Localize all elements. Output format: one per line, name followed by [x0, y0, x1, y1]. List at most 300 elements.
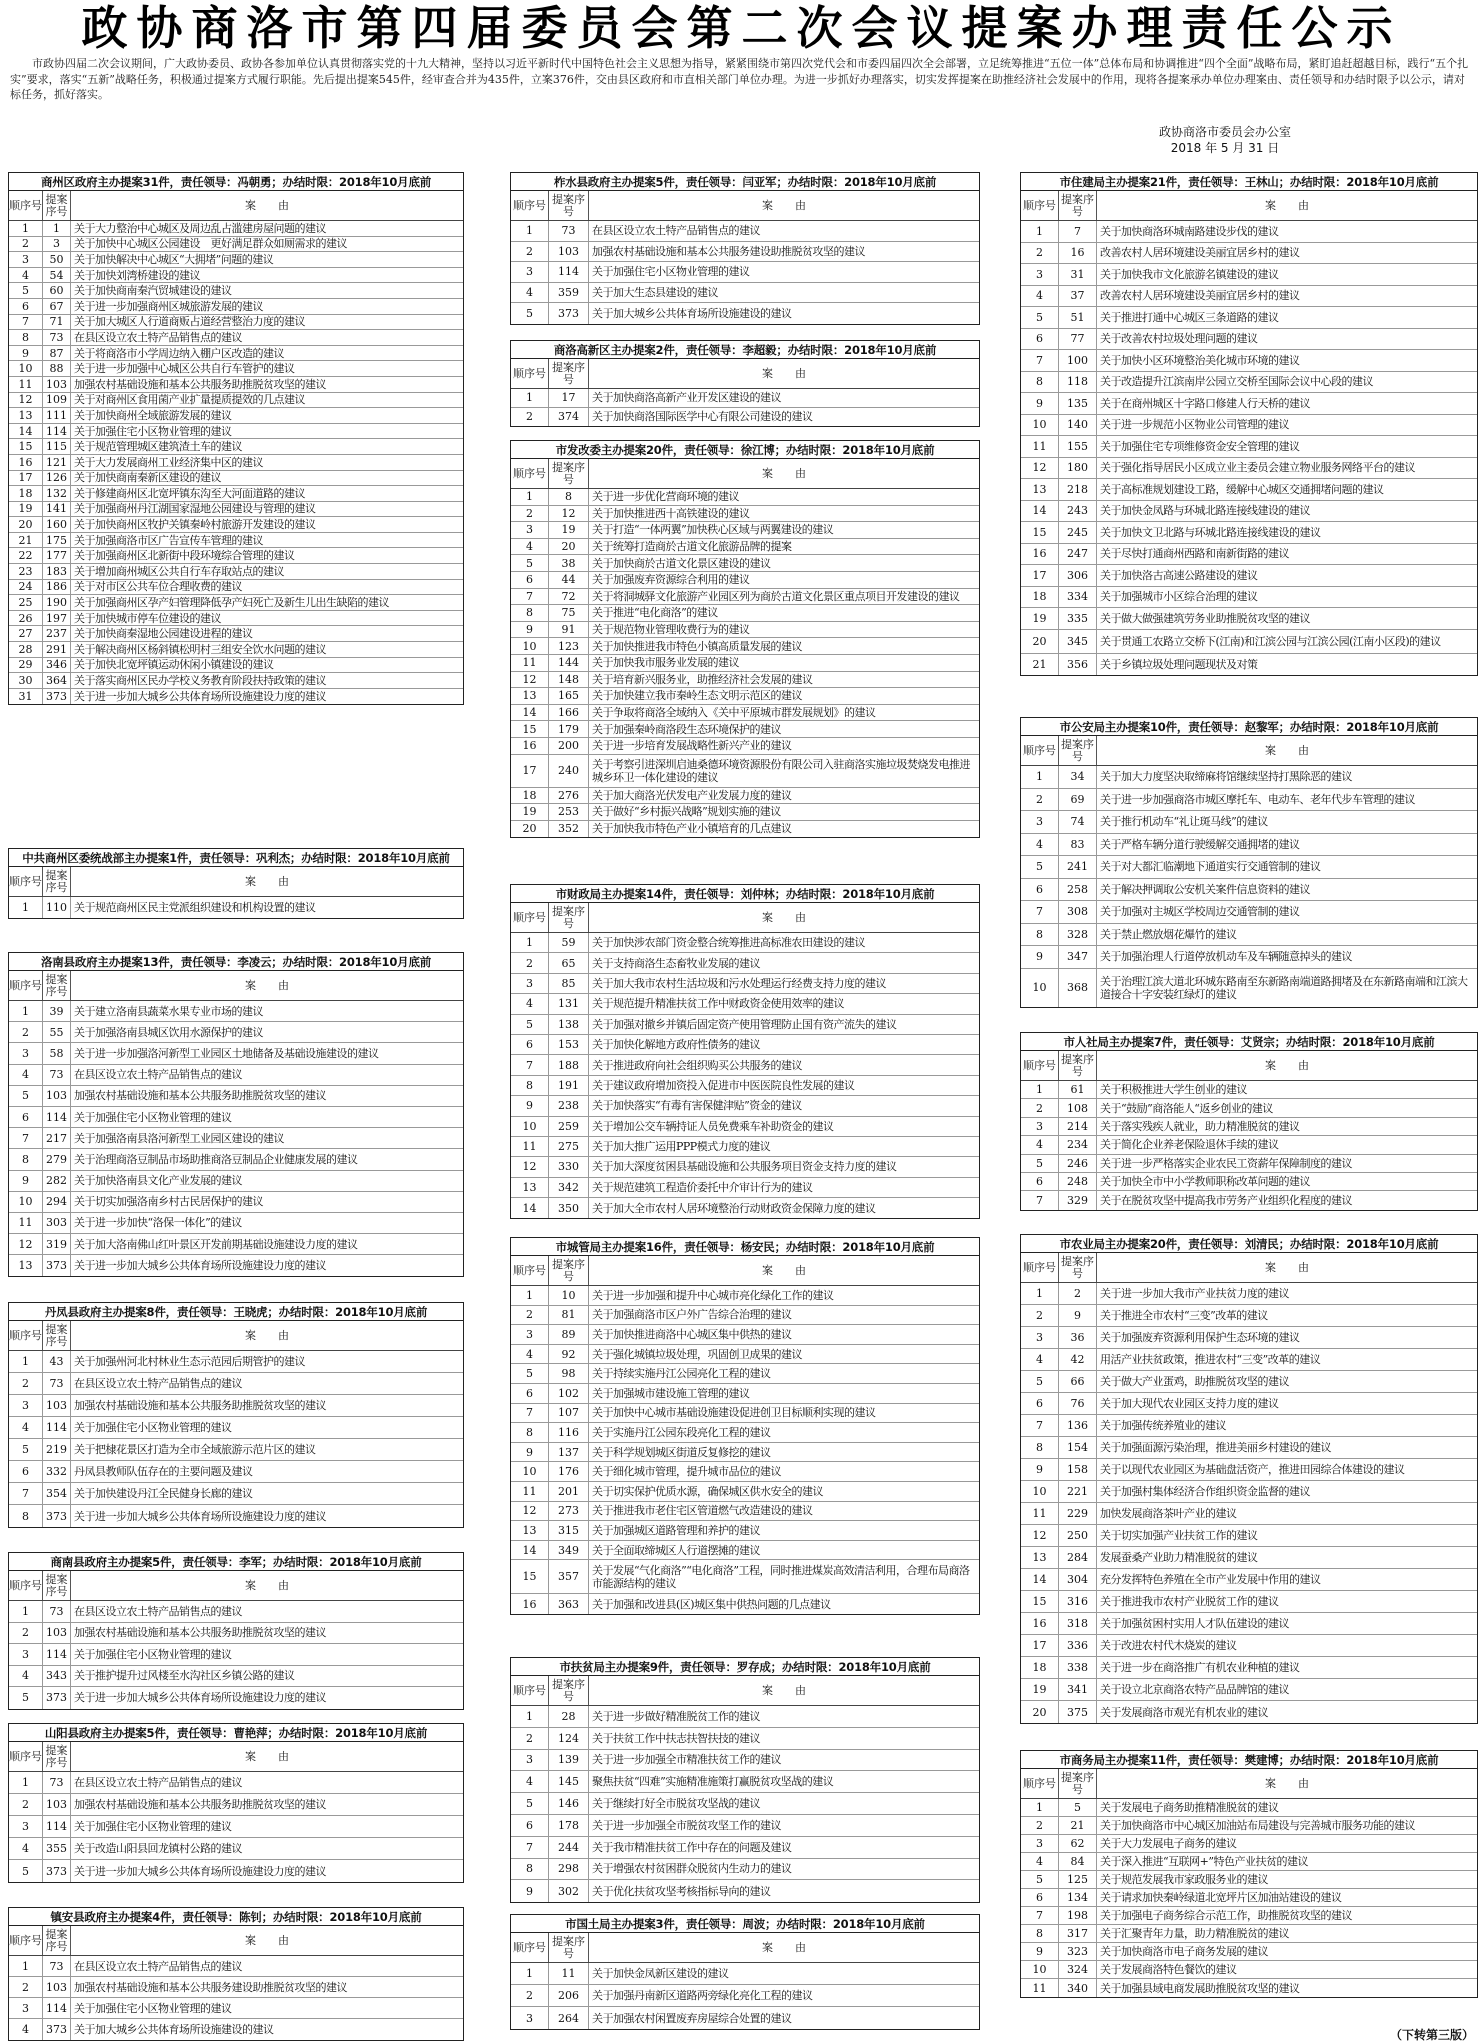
row-proposal-no: 179 [549, 721, 589, 737]
row-seq: 3 [511, 974, 549, 993]
table-row [1021, 1701, 1477, 1723]
row-subject: 关于加强面源污染治理，推进美丽乡村建设的建议 [1100, 1441, 1331, 1454]
row-proposal-no: 108 [1059, 1099, 1097, 1116]
row-subject: 关于加快建设丹江全民健身长廊的建议 [74, 1487, 253, 1500]
row-seq: 1 [511, 489, 549, 505]
block-title: 市财政局主办提案14件，责任领导：刘仲林；办结时限：2018年10月底前 [511, 885, 979, 903]
row-proposal-no: 121 [43, 455, 71, 470]
row-proposal-no: 75 [549, 605, 589, 621]
table-row [9, 1022, 463, 1043]
row-subject: 关于强化指导居民小区成立业主委员会建立物业服务网络平台的建议 [1100, 461, 1415, 475]
row-subject: 关于加强住宅小区物业管理的建议 [74, 1110, 232, 1124]
row-proposal-no: 114 [43, 1417, 71, 1438]
proposal-no-header: 提案序号 [549, 191, 589, 220]
table-row [1021, 879, 1477, 902]
row-seq: 2 [511, 408, 549, 427]
row-proposal-no: 364 [43, 673, 71, 688]
table-row [1021, 1099, 1477, 1117]
row-seq: 8 [9, 1505, 43, 1527]
table-row [9, 1234, 463, 1255]
row-proposal-no: 241 [1059, 856, 1097, 878]
row-subject: 关于建议政府增加资投入促进市中医医院良性发展的建议 [592, 1078, 855, 1092]
row-proposal-no: 158 [1059, 1459, 1097, 1480]
table-row [1021, 329, 1477, 351]
row-subject: 关于加大力度坚决取缔麻将馆继续坚持打黑除恶的建议 [1100, 770, 1352, 784]
row-proposal-no: 349 [549, 1541, 589, 1560]
row-seq: 3 [1021, 811, 1059, 833]
row-subject: 关于加强贫困村实用人才队伍建设的建议 [1100, 1617, 1289, 1630]
row-seq: 5 [1021, 1371, 1059, 1392]
table-row [1021, 1925, 1477, 1943]
table-row [511, 1117, 979, 1137]
row-seq: 6 [9, 1461, 43, 1482]
row-seq: 6 [511, 1035, 549, 1054]
row-subject: 关于“鼓励”商洛能人“返乡创业的建议 [1100, 1101, 1273, 1115]
table-row [511, 1594, 979, 1614]
table-row [9, 1666, 463, 1688]
row-seq: 2 [9, 1022, 43, 1042]
table-header [1021, 736, 1477, 766]
row-seq: 1 [1021, 221, 1059, 242]
row-proposal-no: 71 [43, 315, 71, 330]
row-seq: 7 [1021, 350, 1059, 371]
row-seq: 3 [1021, 1835, 1059, 1852]
row-subject: 关于切实加强产业扶贫工作的建议 [1100, 1529, 1258, 1542]
table-row [511, 672, 979, 689]
row-seq: 2 [9, 1977, 43, 1997]
row-subject: 关于继续打好全市脱贫攻坚战的建议 [592, 1797, 760, 1811]
row-seq: 15 [1021, 1591, 1059, 1612]
table-row [1021, 1305, 1477, 1327]
table-row [9, 1001, 463, 1022]
row-seq: 2 [511, 506, 549, 522]
row-subject: 加强农村基础设施和基本公共服务建设助推脱贫攻坚的建议 [74, 1980, 347, 1994]
row-proposal-no: 246 [1059, 1155, 1097, 1172]
row-proposal-no: 323 [1059, 1943, 1097, 1960]
row-seq: 1 [1021, 1799, 1059, 1816]
row-subject: 关于打造“一体两翼”加快秩心区域与两翼建设的建议 [592, 523, 834, 537]
row-proposal-no: 338 [1059, 1657, 1097, 1678]
row-subject: 关于细化城市管理，提升城市品位的建议 [592, 1465, 781, 1479]
table-row [511, 738, 979, 755]
signature [1130, 124, 1320, 156]
proposal-block [510, 172, 980, 325]
table-row [511, 1750, 979, 1772]
table-row [511, 1462, 979, 1482]
row-subject: 在县区设立农土特产品销售点的建议 [592, 224, 760, 238]
proposal-no-header: 提案序号 [43, 191, 71, 220]
table-row [511, 688, 979, 705]
table-row [9, 393, 463, 409]
subject-header: 案 由 [1265, 1058, 1309, 1072]
table-row [9, 517, 463, 533]
block-title: 商州区政府主办提案31件，责任领导：冯朝勇；办结时限：2018年10月底前 [9, 173, 463, 191]
table-row [1021, 789, 1477, 812]
row-seq: 3 [9, 1816, 43, 1837]
row-proposal-no: 154 [1059, 1437, 1097, 1458]
row-seq: 13 [511, 1178, 549, 1197]
row-subject: 关于加大我市农村生活垃圾和污水处理运行经费支持力度的建议 [592, 976, 886, 990]
table-row [9, 1149, 463, 1170]
table-row [511, 1706, 979, 1728]
row-seq: 10 [9, 1192, 43, 1212]
row-subject: 丹凤县教师队伍存在的主要问题及建议 [74, 1465, 253, 1478]
row-seq: 1 [511, 221, 549, 241]
row-proposal-no: 73 [43, 1601, 71, 1622]
table-row [9, 580, 463, 596]
row-subject: 关于加强洛南县洛河新型工业园区建设的建议 [74, 1131, 284, 1145]
row-seq: 21 [9, 533, 43, 548]
row-proposal-no: 238 [549, 1096, 589, 1115]
row-proposal-no: 160 [43, 517, 71, 532]
row-seq: 2 [511, 1985, 549, 2006]
row-seq: 1 [511, 1706, 549, 1727]
row-subject: 关于进一步加大城乡公共体育场所设施建设力度的建议 [74, 690, 326, 704]
table-row [511, 262, 979, 283]
proposal-block [8, 1723, 464, 1883]
row-subject: 关于加快商南秦新区建设的建议 [74, 471, 221, 485]
table-row [9, 1417, 463, 1439]
table-row [1021, 834, 1477, 857]
row-proposal-no: 92 [549, 1345, 589, 1364]
row-subject: 关于加强住宅小区物业管理的建议 [74, 2001, 232, 2015]
seq-header: 顺序号 [1021, 1769, 1059, 1798]
row-proposal-no: 177 [43, 548, 71, 563]
row-subject: 关于切实加强洛南乡村古民居保护的建议 [74, 1195, 263, 1209]
row-seq: 15 [511, 1560, 549, 1593]
row-proposal-no: 109 [43, 393, 71, 408]
table-header [9, 1321, 463, 1351]
row-proposal-no: 175 [43, 533, 71, 548]
row-proposal-no: 373 [43, 1860, 71, 1882]
table-row [1021, 1459, 1477, 1481]
table-row [9, 1086, 463, 1107]
row-subject: 关于做大做强建筑劳务业助推脱贫攻坚的建议 [1100, 611, 1310, 625]
table-row [9, 1998, 463, 2019]
row-proposal-no: 198 [1059, 1907, 1097, 1924]
row-subject: 关于改善农村垃圾处理问题的建议 [1100, 332, 1258, 346]
row-seq: 2 [9, 1623, 43, 1644]
row-subject: 关于加强住宅小区物业管理的建议 [74, 1820, 232, 1833]
table-row [9, 1816, 463, 1838]
row-subject: 关于积极推进大学生创业的建议 [1100, 1083, 1247, 1097]
block-title: 丹凤县政府主办提案8件，责任领导：王晓虎；办结时限：2018年10月底前 [9, 1303, 463, 1321]
row-subject: 关于请求加快秦岭绿道北宽坪片区加油站建设的建议 [1100, 1891, 1342, 1904]
row-seq: 4 [9, 268, 43, 283]
proposal-no-header: 提案序号 [43, 971, 71, 1000]
row-proposal-no: 219 [43, 1439, 71, 1460]
row-proposal-no: 91 [549, 622, 589, 638]
row-seq: 4 [9, 1838, 43, 1859]
row-subject: 关于治理商洛豆制品市场助推商洛豆制品企业健康发展的建议 [74, 1152, 358, 1166]
row-subject: 关于强化城镇垃圾处理，巩固创卫成果的建议 [592, 1347, 802, 1361]
row-seq: 2 [1021, 1099, 1059, 1116]
row-subject: 关于乡镇垃圾处理问题现状及对策 [1100, 657, 1258, 671]
row-proposal-no: 248 [1059, 1173, 1097, 1190]
row-subject: 关于加快商州全域旅游发展的建议 [74, 408, 232, 422]
row-seq: 11 [1021, 436, 1059, 457]
row-seq: 28 [9, 642, 43, 657]
proposal-block [8, 952, 464, 1277]
row-subject: 关于加快涉农部门资金整合统筹推进高标准农田建设的建议 [592, 936, 865, 950]
row-seq: 5 [1021, 307, 1059, 328]
row-subject: 关于进一步严格落实企业农民工资薪年保障制度的建议 [1100, 1156, 1352, 1170]
row-seq: 19 [1021, 1679, 1059, 1700]
row-seq: 7 [9, 1483, 43, 1504]
table-row [1021, 1907, 1477, 1925]
row-seq: 2 [1021, 1305, 1059, 1326]
row-subject: 改善农村人居环境建设美丽宜居乡村的建议 [1100, 246, 1300, 260]
row-seq: 20 [9, 517, 43, 532]
row-subject: 关于进一步在商洛推广有机农业种植的建议 [1100, 1661, 1300, 1674]
row-proposal-no: 373 [43, 1255, 71, 1276]
row-seq: 1 [9, 1772, 43, 1793]
row-proposal-no: 2 [1059, 1283, 1097, 1304]
row-seq: 24 [9, 580, 43, 595]
row-seq: 3 [9, 1644, 43, 1665]
subject-header: 案 由 [762, 1263, 806, 1277]
row-subject: 关于推进我市老住宅区管道燃气改造建设的建议 [592, 1504, 813, 1518]
row-subject: 关于建立洛南县蔬菜水果专业市场的建议 [74, 1004, 263, 1018]
row-proposal-no: 43 [43, 1351, 71, 1372]
row-seq: 4 [511, 283, 549, 303]
table-row [9, 471, 463, 487]
row-proposal-no: 16 [1059, 243, 1097, 264]
row-proposal-no: 324 [1059, 1961, 1097, 1978]
row-subject: 关于加快商州区牧护关镇秦岭村旅游开发建设的建议 [74, 518, 316, 532]
row-subject: 关于加强废弃资源利用保护生态环境的建议 [1100, 1331, 1300, 1344]
row-proposal-no: 21 [1059, 1817, 1097, 1834]
row-subject: 关于加快商洛市中心城区加油站布局建设与完善城市服务功能的建议 [1100, 1819, 1415, 1832]
table-header [9, 867, 463, 897]
row-subject: 关于加强城市小区综合治理的建议 [1100, 590, 1258, 604]
row-subject: 关于实施丹江公园东段亮化工程的建议 [592, 1425, 771, 1439]
row-subject: 关于加快商洛国际医学中心有限公司建设的建议 [592, 410, 813, 424]
row-seq: 1 [511, 1963, 549, 1984]
table-row [1021, 1349, 1477, 1371]
row-seq: 5 [511, 1793, 549, 1814]
proposal-block [8, 172, 464, 705]
row-subject: 关于加快化解地方政府性债务的建议 [592, 1038, 760, 1052]
row-proposal-no: 114 [43, 1998, 71, 2018]
row-subject: 关于加强丹南新区道路两旁绿化亮化工程的建议 [592, 1989, 813, 2002]
row-seq: 3 [1021, 1118, 1059, 1135]
row-subject: 关于进一步规范小区物业公司管理的建议 [1100, 418, 1289, 432]
row-proposal-no: 73 [43, 1772, 71, 1793]
proposal-block [510, 440, 980, 838]
table-row [511, 221, 979, 242]
row-seq: 30 [9, 673, 43, 688]
row-subject: 关于加快小区环境整治美化城市环境的建议 [1100, 353, 1300, 367]
row-proposal-no: 155 [1059, 436, 1097, 457]
table-row [1021, 436, 1477, 458]
row-subject: 关于统筹打造商於古道文化旅游品牌的提案 [592, 540, 792, 554]
table-row [511, 1345, 979, 1365]
row-subject: 关于加大推广运用PPP模式力度的建议 [592, 1140, 771, 1154]
table-row [1021, 1173, 1477, 1191]
table-row [511, 933, 979, 953]
row-proposal-no: 359 [549, 283, 589, 303]
row-subject: 关于加快我市特色产业小镇培育的几点建议 [592, 822, 792, 836]
table-row [511, 1035, 979, 1055]
row-seq: 4 [1021, 1853, 1059, 1870]
table-row [9, 346, 463, 362]
seq-header: 顺序号 [9, 867, 43, 896]
row-seq: 1 [9, 897, 43, 918]
row-seq: 16 [1021, 1613, 1059, 1634]
row-proposal-no: 65 [549, 953, 589, 972]
row-proposal-no: 176 [549, 1462, 589, 1481]
proposal-block [1020, 1750, 1478, 1998]
row-seq: 1 [1021, 1081, 1059, 1098]
row-seq: 16 [9, 455, 43, 470]
row-proposal-no: 73 [549, 221, 589, 241]
table-row [9, 1687, 463, 1709]
row-seq: 19 [511, 804, 549, 820]
sign-date: 2018 年 5 月 31 日 [1170, 141, 1280, 155]
row-seq: 7 [9, 1128, 43, 1148]
proposal-no-header: 提案序号 [549, 359, 589, 388]
row-proposal-no: 330 [549, 1157, 589, 1176]
row-subject: 关于进一步加强中心城区公共自行车管护的建议 [74, 362, 295, 376]
row-seq: 4 [9, 1417, 43, 1438]
row-proposal-no: 134 [1059, 1889, 1097, 1906]
row-subject: 关于进一步加快“洛保一体化”的建议 [74, 1216, 242, 1230]
row-subject: 在县区设立农土特产品销售点的建议 [74, 330, 242, 344]
row-subject: 关于优化扶贫攻坚考核指标导向的建议 [592, 1884, 771, 1898]
row-proposal-no: 77 [1059, 329, 1097, 350]
table-row [511, 1384, 979, 1404]
row-proposal-no: 363 [549, 1594, 589, 1614]
table-row [511, 1985, 979, 2007]
row-subject: 充分发挥特色养殖在全市产业发展中作用的建议 [1100, 1573, 1321, 1586]
row-seq: 15 [511, 721, 549, 737]
table-row [511, 1364, 979, 1384]
seq-header: 顺序号 [511, 1256, 549, 1285]
table-row [9, 689, 463, 705]
row-subject: 关于加强洛南县城区饮用水源保护的建议 [74, 1025, 263, 1039]
table-row [1021, 243, 1477, 265]
table-row [1021, 1889, 1477, 1907]
row-proposal-no: 306 [1059, 565, 1097, 586]
row-subject: 关于尽快打通商州西路和南新街路的建议 [1100, 547, 1289, 561]
row-proposal-no: 319 [43, 1234, 71, 1254]
seq-header: 顺序号 [1021, 1051, 1059, 1080]
row-seq: 11 [9, 377, 43, 392]
seq-header: 顺序号 [511, 359, 549, 388]
row-subject: 关于进一步做好精准脱贫工作的建议 [592, 1709, 760, 1723]
row-proposal-no: 352 [549, 821, 589, 838]
row-proposal-no: 302 [549, 1880, 589, 1902]
row-proposal-no: 67 [43, 299, 71, 314]
row-proposal-no: 329 [1059, 1191, 1097, 1209]
block-title: 中共商州区委统战部主办提案1件，责任领导：巩利杰；办结时限：2018年10月底前 [9, 849, 463, 867]
row-subject: 关于加快北宽坪镇运动休闲小镇建设的建议 [74, 658, 274, 672]
row-seq: 3 [9, 1395, 43, 1416]
row-proposal-no: 356 [1059, 654, 1097, 676]
row-subject: 关于高标准规划建设工路，缓解中心城区交通拥堵问题的建议 [1100, 482, 1384, 496]
row-subject: 关于加快推进商洛中心城区集中供热的建议 [592, 1327, 792, 1341]
row-subject: 关于加快全市中小学教师职称改革问题的建议 [1100, 1175, 1310, 1189]
row-seq: 14 [511, 1541, 549, 1560]
row-proposal-no: 8 [549, 489, 589, 505]
row-proposal-no: 61 [1059, 1081, 1097, 1098]
table-row [9, 1772, 463, 1794]
table-row [511, 1880, 979, 1902]
proposal-no-header: 提案序号 [549, 459, 589, 488]
table-row [1021, 286, 1477, 308]
row-seq: 4 [1021, 286, 1059, 307]
row-seq: 15 [1021, 522, 1059, 543]
row-proposal-no: 116 [549, 1423, 589, 1442]
row-proposal-no: 146 [549, 1793, 589, 1814]
row-seq: 5 [9, 1086, 43, 1106]
row-proposal-no: 1 [43, 221, 71, 236]
row-subject: 关于加强城市建设施工管理的建议 [592, 1386, 750, 1400]
row-seq: 5 [1021, 1155, 1059, 1172]
row-proposal-no: 11 [549, 1963, 589, 1984]
row-subject: 关于在脱贫攻坚中提高我市劳务产业组织化程度的建议 [1100, 1194, 1352, 1208]
subject-header: 案 由 [762, 198, 806, 212]
row-proposal-no: 73 [43, 1065, 71, 1085]
row-subject: 关于加大生态县建设的建议 [592, 285, 718, 299]
table-row [9, 611, 463, 627]
row-subject: 关于切实保护优质水源，确保城区供水安全的建议 [592, 1484, 823, 1498]
row-subject: 关于加快落实“有毒有害保健津贴”资金的建议 [592, 1099, 802, 1113]
row-subject: 关于加快商洛高新产业开发区建设的建议 [592, 391, 781, 405]
row-seq: 5 [1021, 1871, 1059, 1888]
row-proposal-no: 335 [1059, 608, 1097, 629]
table-row [511, 489, 979, 506]
row-seq: 12 [1021, 1525, 1059, 1546]
seq-header: 顺序号 [9, 191, 43, 220]
row-proposal-no: 98 [549, 1364, 589, 1383]
row-seq: 9 [1021, 1459, 1059, 1480]
row-proposal-no: 243 [1059, 501, 1097, 522]
row-proposal-no: 191 [549, 1076, 589, 1095]
table-row [9, 268, 463, 284]
table-row [1021, 587, 1477, 609]
table-row [9, 1171, 463, 1192]
row-subject: 关于加强住宅小区物业管理的建议 [592, 265, 750, 279]
row-subject: 关于加强废弃资源综合利用的建议 [592, 573, 750, 587]
row-proposal-no: 336 [1059, 1635, 1097, 1656]
table-row [511, 1325, 979, 1345]
table-row [1021, 1979, 1477, 1997]
row-proposal-no: 139 [549, 1750, 589, 1771]
row-proposal-no: 253 [549, 804, 589, 820]
seq-header: 顺序号 [9, 1571, 43, 1600]
table-row [511, 1076, 979, 1096]
table-row [511, 655, 979, 672]
table-row [9, 533, 463, 549]
table-row [1021, 458, 1477, 480]
row-proposal-no: 276 [549, 788, 589, 804]
row-proposal-no: 282 [43, 1171, 71, 1191]
block-title: 市扶贫局主办提案9件，责任领导：罗存成；办结时限：2018年10月底前 [511, 1658, 979, 1676]
seq-header: 顺序号 [1021, 736, 1059, 765]
row-proposal-no: 66 [1059, 1371, 1097, 1392]
row-proposal-no: 298 [549, 1859, 589, 1880]
row-proposal-no: 245 [1059, 522, 1097, 543]
row-subject: 关于发展“气化商洛”“电化商洛”工程，同时推进煤炭高效清洁利用，合理布局商洛市能源结构的建议 [592, 1563, 970, 1590]
row-seq: 4 [9, 1065, 43, 1085]
row-seq: 4 [511, 539, 549, 555]
table-row [1021, 479, 1477, 501]
subject-header: 案 由 [1265, 1776, 1309, 1790]
row-seq: 22 [9, 548, 43, 563]
row-proposal-no: 291 [43, 642, 71, 657]
